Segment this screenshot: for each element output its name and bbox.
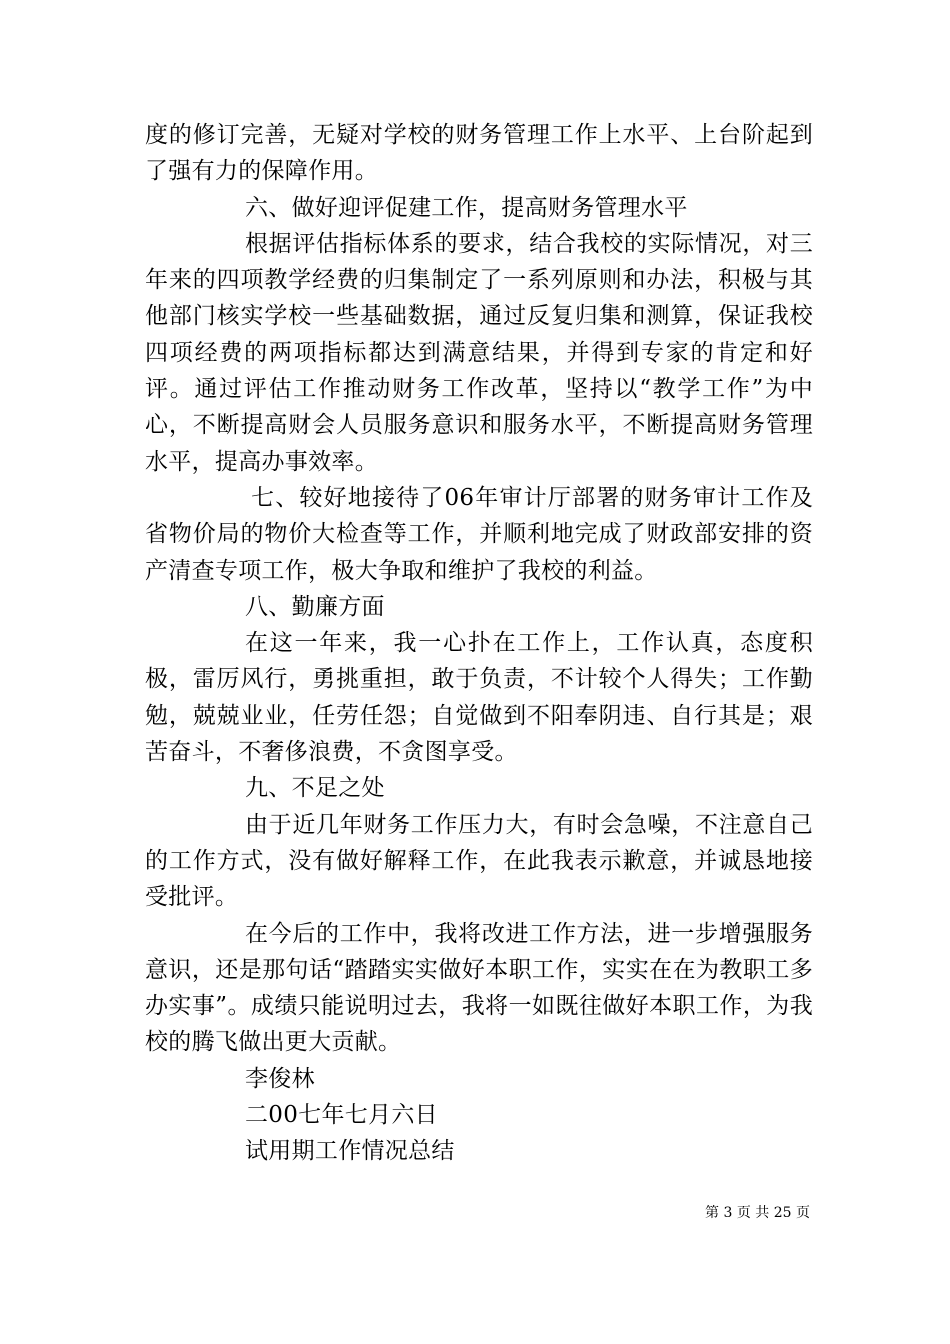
paragraph-audit: 七、较好地接待了06年审计厅部署的财务审计工作及省物价局的物价大检查等工作，并顺利地完成了财政部安排的资产清查专项工作，极大争取和维护了我校的利益。 (145, 484, 813, 584)
paragraph-continuation: 度的修订完善，无疑对学校的财务管理工作上水平、上台阶起到了强有力的保障作用。 (145, 122, 813, 185)
section-heading-8: 八、勤廉方面 (245, 593, 385, 620)
page-number-footer: 第 3 页 共 25 页 (705, 1205, 810, 1221)
paragraph-shortcomings: 由于近几年财务工作压力大，有时会急噪，不注意自己的工作方式，没有做好解释工作，在此我表示歉意，并诚恳地接受批评。 (145, 811, 813, 911)
paragraph-future: 在今后的工作中，我将改进工作方法，进一步增强服务意识，还是那句话“踏踏实实做好本职工作，实实在在为教职工多办实事”。成绩只能说明过去，我将一如既往做好本职工作，为我校的腾飞做出更大贡献。 (145, 920, 813, 1056)
next-section-title: 试用期工作情况总结 (245, 1138, 455, 1165)
document-body (145, 117, 813, 1170)
document-date: 二00七年七月六日 (245, 1102, 438, 1129)
section-heading-6: 六、做好迎评促建工作，提高财务管理水平 (245, 194, 688, 221)
section-heading-9: 九、不足之处 (245, 775, 385, 802)
paragraph-integrity: 在这一年来，我一心扑在工作上，工作认真，态度积极，雷厉风行，勇挑重担，敢于负责，不计较个人得失；工作勤勉，兢兢业业，任劳任怨；自觉做到不阳奉阴违、自行其是；艰苦奋斗，不奢侈浪费，不贪图享受。 (145, 630, 813, 766)
paragraph-evaluation: 根据评估指标体系的要求，结合我校的实际情况，对三年来的四项教学经费的归集制定了一系列原则和办法，积极与其他部门核实学校一些基础数据，通过反复归集和测算，保证我校四项经费的两项指标都达到满意结果，并得到专家的肯定和好评。通过评估工作推动财务工作改革，坚持以“教学工作”为中心，不断提高财会人员服务意识和服务水平，不断提高财务管理水平，提高办事效率。 (145, 230, 813, 475)
author-name: 李俊林 (245, 1065, 315, 1092)
